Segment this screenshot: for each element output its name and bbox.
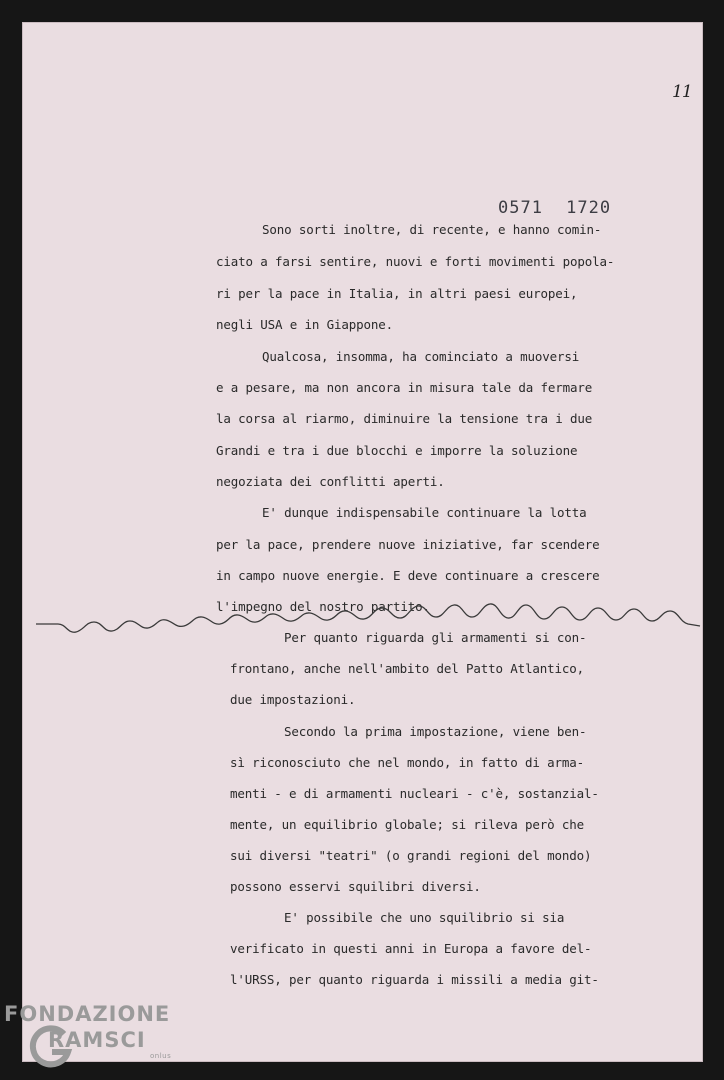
text-line: Grandi e tra i due blocchi e imporre la soluzione (216, 443, 578, 458)
text-line: ri per la pace in Italia, in altri paesi europei, (216, 286, 578, 301)
text-line: negoziata dei conflitti aperti. (216, 474, 445, 489)
text-line: E' dunque indispensabile continuare la lotta (262, 505, 587, 520)
text-line: l'URSS, per quanto riguarda i missili a media git- (230, 972, 599, 987)
text-line: menti - e di armamenti nucleari - c'è, sostanzial- (230, 786, 599, 801)
text-line: negli USA e in Giappone. (216, 317, 394, 332)
text-line: Secondo la prima impostazione, viene ben- (284, 724, 587, 739)
watermark-line2: RAMSCI (48, 1028, 146, 1052)
watermark-sub: onlus (150, 1052, 172, 1060)
text-line: e a pesare, ma non ancora in misura tale da fermare (216, 380, 593, 395)
text-line: sì riconosciuto che nel mondo, in fatto di arma- (230, 755, 585, 770)
text-line: la corsa al riarmo, diminuire la tensione tra i due (216, 411, 593, 426)
text-line: possono esservi squilibri diversi. (230, 879, 481, 894)
text-line: l'impegno del nostro partito. (216, 599, 430, 614)
text-line: E' possibile che uno squilibrio si sia (284, 910, 565, 925)
text-line: in campo nuove energie. E deve continuare a crescere (216, 568, 600, 583)
handwritten-wavy-line (36, 598, 706, 642)
text-line: frontano, anche nell'ambito del Patto Atlantico, (230, 661, 585, 676)
text-line: Sono sorti inoltre, di recente, e hanno comin- (262, 222, 602, 237)
text-line: sui diversi "teatri" (o grandi regioni del mondo) (230, 848, 592, 863)
text-line: verificato in questi anni in Europa a favore del- (230, 941, 592, 956)
text-line: mente, un equilibrio globale; si rileva però che (230, 817, 585, 832)
watermark-logo (4, 1002, 172, 1060)
watermark-line1: FONDAZIONE (4, 1002, 171, 1026)
text-line: Per quanto riguarda gli armamenti si con- (284, 630, 587, 645)
page-number: 11 (672, 82, 692, 102)
text-line: due impostazioni. (230, 692, 356, 707)
text-line: per la pace, prendere nuove iniziative, far scendere (216, 537, 600, 552)
archive-stamp: 0571 1720 (498, 198, 612, 218)
text-line: ciato a farsi sentire, nuovi e forti movimenti popola- (216, 254, 615, 269)
text-line: Qualcosa, insomma, ha cominciato a muoversi (262, 349, 580, 364)
